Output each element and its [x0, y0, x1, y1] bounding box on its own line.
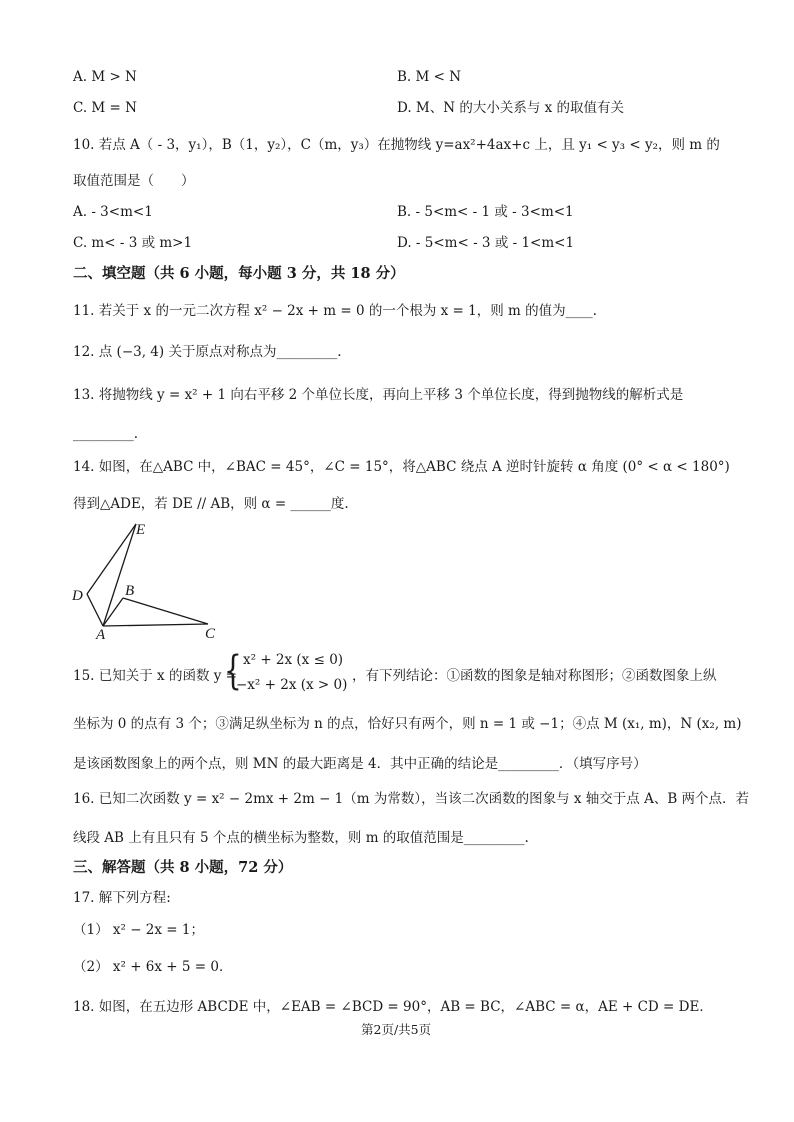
q9-option-a: A. M > N — [73, 69, 137, 85]
label-b: B — [125, 583, 135, 599]
q10-option-c: C. m< - 3 或 m>1 — [73, 235, 193, 251]
label-c: C — [205, 626, 216, 642]
segment-bc — [123, 598, 208, 624]
segment-ae — [103, 524, 136, 626]
q16-line1: 16. 已知二次函数 y = x² − 2mx + 2m − 1（m 为常数），当该二次函数的图象与 x 轴交于点 A、B 两个点．若 — [73, 791, 750, 807]
q15-piece-2: −x² + 2x (x > 0) — [236, 677, 348, 693]
q9-option-d: D. M、N 的大小关系与 x 的取值有关 — [397, 100, 625, 116]
q15-line3: 是该函数图象上的两个点，则 MN 的最大距离是 4．其中正确的结论是_________．（填写序号） — [73, 756, 647, 772]
q14-line1: 14. 如图，在△ABC 中，∠BAC = 45°，∠C = 15°，将△ABC 绕点 A 逆时针旋转 α 角度 (0° < α < 180°) — [73, 459, 730, 475]
triangle-rotation-figure — [66, 518, 226, 642]
segment-ab — [103, 598, 123, 626]
q10-option-d: D. - 5<m< - 3 或 - 1<m<1 — [397, 235, 575, 251]
q15-prefix: 15. 已知关于 x 的函数 y = — [73, 668, 237, 684]
q14-line2: 得到△ADE，若 DE // AB，则 α = ______度. — [73, 496, 349, 512]
label-e: E — [136, 522, 146, 538]
q13-line2: _________. — [73, 426, 139, 442]
q10-stem-line2: 取值范围是（ ） — [73, 173, 195, 189]
page-number: 第2页/共5页 — [361, 1022, 432, 1037]
section-heading-solutions: 三、解答题（共 8 小题，72 分） — [73, 859, 293, 876]
segment-ac — [103, 624, 208, 626]
piecewise-brace: { — [224, 648, 242, 694]
q18-stem: 18. 如图，在五边形 ABCDE 中，∠EAB = ∠BCD = 90°，AB = BC，∠ABC = α，AE + CD = DE． — [73, 999, 713, 1015]
label-d: D — [72, 588, 83, 604]
q17-title: 17. 解下列方程: — [73, 890, 171, 906]
section-heading-fill-blank: 二、填空题（共 6 小题，每小题 3 分，共 18 分） — [73, 265, 405, 282]
q13-line1: 13. 将抛物线 y = x² + 1 向右平移 2 个单位长度，再向上平移 3 个单位长度，得到抛物线的解析式是 — [73, 387, 684, 403]
q10-option-b: B. - 5<m< - 1 或 - 3<m<1 — [397, 204, 574, 220]
q15-line2: 坐标为 0 的点有 3 个；③满足纵坐标为 n 的点，恰好只有两个，则 n = 1 或 −1；④点 M (x₁, m)，N (x₂, m) — [73, 716, 742, 732]
q16-line2: 线段 AB 上有且只有 5 个点的横坐标为整数，则 m 的取值范围是_________. — [73, 830, 529, 846]
q12: 12. 点 (−3, 4) 关于原点对称点为_________. — [73, 344, 342, 360]
q10-option-a: A. - 3<m<1 — [73, 204, 153, 220]
q11: 11. 若关于 x 的一元二次方程 x² − 2x + m = 0 的一个根为 x = 1，则 m 的值为____. — [73, 303, 597, 319]
q10-stem-line1: 10. 若点 A（ - 3，y₁），B（1，y₂），C（m，y₃）在抛物线 y=ax²+4ax+c 上，且 y₁ < y₃ < y₂，则 m 的 — [73, 137, 720, 153]
q15-piece-1: x² + 2x (x ≤ 0) — [243, 652, 344, 668]
q9-option-c: C. M = N — [73, 100, 137, 116]
q17-part2: （2） x² + 6x + 5 = 0． — [73, 959, 233, 975]
segment-ad — [87, 594, 103, 626]
q9-option-b: B. M < N — [397, 69, 462, 85]
q15-suffix: ，有下列结论：①函数的图象是轴对称图形；②函数图象上纵 — [352, 668, 717, 684]
label-a: A — [96, 627, 106, 642]
q17-part1: （1） x² − 2x = 1； — [73, 922, 204, 938]
